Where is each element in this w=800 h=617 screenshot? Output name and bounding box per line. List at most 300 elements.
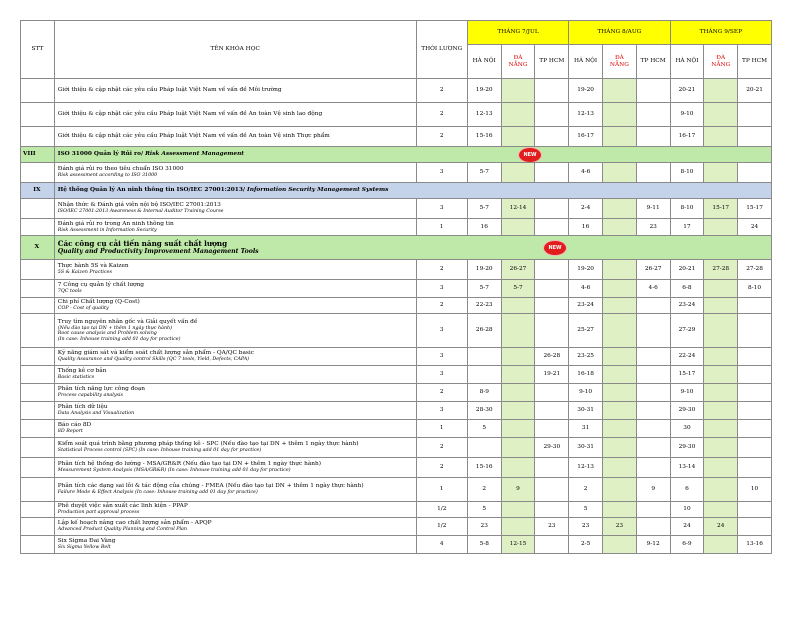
course-name-vi: Giới thiệu & cập nhật các yêu cầu Pháp luật Việt Nam về vấn đề An toàn Vệ sinh Thực phẩm: [57, 133, 330, 140]
schedule-cell-hanoi: 8-10: [670, 163, 704, 183]
course-row: [21, 314, 772, 348]
course-name: [54, 518, 416, 536]
schedule-cell-hanoi: 23: [569, 518, 603, 536]
row-number: [21, 366, 55, 384]
schedule-cell-hcm: [535, 199, 569, 219]
schedule-cell-danang: [704, 127, 738, 147]
schedule-cell-hanoi: 31: [569, 420, 603, 438]
course-name: [54, 402, 416, 420]
schedule-cell-hcm: 23: [636, 219, 670, 236]
schedule-cell-hanoi: 22-23: [467, 298, 501, 314]
course-name-vi: Thống kê cơ bản: [57, 368, 107, 375]
schedule-cell-hanoi: 23-24: [569, 298, 603, 314]
schedule-cell-danang: [603, 420, 637, 438]
schedule-cell-danang: [704, 314, 738, 348]
course-name-en: Data Analysis and Visualization: [57, 411, 135, 417]
row-number: [21, 402, 55, 420]
course-row: [21, 438, 772, 458]
schedule-cell-hanoi: 16: [569, 219, 603, 236]
schedule-cell-hanoi: 10: [670, 502, 704, 518]
course-row: [21, 384, 772, 402]
schedule-cell-danang: [501, 103, 535, 127]
schedule-cell-hanoi: 5-7: [467, 199, 501, 219]
schedule-cell-danang: [603, 79, 637, 103]
schedule-cell-danang: [501, 438, 535, 458]
course-duration: 2: [416, 298, 467, 314]
month-header-sep: THÁNG 9/SEP: [670, 21, 771, 45]
course-name: [54, 103, 416, 127]
course-row: [21, 502, 772, 518]
schedule-cell-hanoi: 23-25: [569, 348, 603, 366]
course-duration: 2: [416, 438, 467, 458]
schedule-cell-danang: [704, 280, 738, 298]
course-name-en: Process capability analysis: [57, 393, 123, 399]
schedule-cell-danang: [603, 458, 637, 478]
course-duration: 3: [416, 199, 467, 219]
schedule-cell-danang: 5-7: [501, 280, 535, 298]
course-name-vi: Phân tích các dạng sai lỗi & tác động của chúng - FMEA (Nếu đào tạo tại DN + thêm 1 ngày thực hành): [57, 483, 364, 490]
schedule-cell-danang: [603, 127, 637, 147]
schedule-cell-hcm: [535, 314, 569, 348]
section-title-en: Information Security Management Systems: [247, 187, 389, 194]
schedule-cell-hanoi: 19-20: [467, 260, 501, 280]
course-row: [21, 103, 772, 127]
schedule-cell-danang: [603, 260, 637, 280]
schedule-cell-hcm: 23: [535, 518, 569, 536]
schedule-cell-danang: [501, 384, 535, 402]
schedule-cell-hanoi: [467, 348, 501, 366]
row-number: [21, 163, 55, 183]
schedule-cell-hanoi: 30-31: [569, 438, 603, 458]
schedule-cell-danang: [501, 402, 535, 420]
schedule-cell-hanoi: 20-21: [670, 79, 704, 103]
section-title-vi: Các công cụ cải tiến năng suất chất lượng: [57, 238, 228, 248]
schedule-cell-hanoi: 23: [467, 518, 501, 536]
schedule-cell-danang: [704, 219, 738, 236]
schedule-cell-hcm: [535, 420, 569, 438]
schedule-cell-hcm: 9-11: [636, 199, 670, 219]
schedule-cell-hanoi: 17: [670, 219, 704, 236]
schedule-cell-danang: [603, 478, 637, 502]
schedule-cell-hanoi: 24: [670, 518, 704, 536]
row-number: [21, 420, 55, 438]
course-row: [21, 348, 772, 366]
course-name-en: Advanced Product Quality Planning and Control Plan: [57, 527, 188, 533]
course-duration: 1/2: [416, 518, 467, 536]
schedule-cell-hanoi: 8-10: [670, 199, 704, 219]
section-title-vi: Hệ thống Quản lý An ninh thông tin ISO/IEC 27001:2013/: [57, 187, 248, 194]
course-name-vi: Six Sigma Đai Vàng: [57, 538, 116, 545]
section-title: [54, 236, 771, 260]
course-name: [54, 280, 416, 298]
schedule-cell-hanoi: 12-13: [569, 103, 603, 127]
city-hanoi-header: HÀ NỘI: [467, 45, 501, 79]
course-duration: 1: [416, 219, 467, 236]
schedule-cell-hcm: [636, 402, 670, 420]
schedule-cell-danang: [603, 438, 637, 458]
course-name: [54, 420, 416, 438]
course-name: [54, 219, 416, 236]
schedule-cell-danang: [501, 298, 535, 314]
schedule-cell-hanoi: 5: [569, 502, 603, 518]
section-number: IX: [21, 183, 55, 199]
schedule-cell-hanoi: 2: [467, 478, 501, 502]
course-name: [54, 348, 416, 366]
schedule-cell-hcm: [738, 298, 772, 314]
city-hcm-header: TP HCM: [636, 45, 670, 79]
course-duration: 2: [416, 458, 467, 478]
schedule-cell-hanoi: 12-13: [569, 458, 603, 478]
course-name: [54, 314, 416, 348]
schedule-cell-hcm: [738, 458, 772, 478]
schedule-cell-hcm: [636, 298, 670, 314]
course-name-en: Failure Mode & Effect Analysis (In case: Inhouse training add 01 day for practice): [57, 490, 258, 496]
course-note-vi: (Nếu đào tạo tại DN + thêm 1 ngày thực hành): [57, 325, 172, 331]
section-title-en: Risk Assessment Management: [145, 151, 244, 158]
schedule-cell-hanoi: 6: [670, 478, 704, 502]
course-name: [54, 199, 416, 219]
course-duration: 3: [416, 163, 467, 183]
schedule-cell-hcm: [738, 502, 772, 518]
schedule-cell-hcm: [535, 402, 569, 420]
course-name: [54, 478, 416, 502]
schedule-cell-hanoi: 5-7: [467, 163, 501, 183]
schedule-cell-hanoi: 5-8: [467, 536, 501, 554]
schedule-cell-hanoi: 2-4: [569, 199, 603, 219]
schedule-cell-danang: [704, 79, 738, 103]
course-duration: 3: [416, 366, 467, 384]
course-name-en: Risk assessment according to ISO 31000: [57, 173, 158, 179]
schedule-cell-danang: [501, 127, 535, 147]
schedule-cell-hcm: 26-28: [535, 348, 569, 366]
schedule-cell-hcm: 9-12: [636, 536, 670, 554]
course-name: [54, 438, 416, 458]
schedule-cell-hanoi: 2: [569, 478, 603, 502]
schedule-cell-hcm: [636, 458, 670, 478]
row-number: [21, 219, 55, 236]
course-name-vi: Phân tích năng lực công đoạn: [57, 386, 146, 393]
schedule-cell-hcm: [738, 402, 772, 420]
schedule-cell-hanoi: 20-21: [670, 260, 704, 280]
course-name: [54, 127, 416, 147]
course-duration: 2: [416, 260, 467, 280]
schedule-cell-danang: [603, 219, 637, 236]
schedule-cell-hanoi: [467, 366, 501, 384]
row-number: [21, 280, 55, 298]
schedule-cell-hanoi: 15-16: [467, 127, 501, 147]
schedule-cell-hanoi: 26-28: [467, 314, 501, 348]
schedule-cell-danang: [603, 402, 637, 420]
schedule-cell-hanoi: 29-30: [670, 438, 704, 458]
course-name-vi: Phân tích dữ liệu: [57, 404, 108, 411]
course-row: [21, 79, 772, 103]
schedule-cell-hcm: [535, 103, 569, 127]
course-duration: 2: [416, 384, 467, 402]
schedule-cell-hcm: [738, 438, 772, 458]
course-duration: 4: [416, 536, 467, 554]
schedule-cell-hanoi: 16-17: [569, 127, 603, 147]
schedule-cell-hcm: [738, 366, 772, 384]
course-name-vi: Phê duyệt việc sản xuất các linh kiện - PPAP: [57, 503, 188, 510]
schedule-cell-hanoi: 4-6: [569, 163, 603, 183]
schedule-cell-danang: [501, 163, 535, 183]
schedule-cell-hcm: [535, 502, 569, 518]
schedule-cell-danang: [501, 458, 535, 478]
schedule-cell-hcm: [636, 79, 670, 103]
course-duration: 3: [416, 348, 467, 366]
schedule-cell-danang: 24: [704, 518, 738, 536]
course-duration: 3: [416, 402, 467, 420]
schedule-cell-hcm: [535, 163, 569, 183]
schedule-cell-hcm: [738, 103, 772, 127]
course-name-vi: Kiểm soát quá trình bằng phương pháp thống kê - SPC (Nếu đào tạo tại DN + thêm 1 ngày thực hành): [57, 441, 359, 448]
course-name-vi: Phân tích hệ thống đo lường - MSA/GR&R (Nếu đào tạo tại DN + thêm 1 ngày thực hành): [57, 461, 321, 468]
row-number: [21, 314, 55, 348]
schedule-cell-hcm: [535, 536, 569, 554]
schedule-cell-hcm: [738, 163, 772, 183]
schedule-cell-danang: [501, 420, 535, 438]
schedule-cell-hanoi: 8-9: [467, 384, 501, 402]
schedule-cell-hcm: [738, 420, 772, 438]
course-name-vi: Báo cáo 8D: [57, 422, 92, 429]
schedule-cell-hcm: [738, 518, 772, 536]
section-title-en: Quality and Productivity Improvement Management Tools: [57, 248, 259, 256]
course-row: [21, 280, 772, 298]
schedule-cell-hcm: [535, 260, 569, 280]
schedule-cell-danang: 26-27: [501, 260, 535, 280]
course-row: [21, 478, 772, 502]
schedule-cell-danang: [603, 314, 637, 348]
schedule-cell-hcm: [738, 348, 772, 366]
schedule-cell-danang: [603, 536, 637, 554]
schedule-cell-hcm: [636, 502, 670, 518]
course-row: [21, 402, 772, 420]
schedule-cell-hcm: [535, 384, 569, 402]
course-name-vi: Chi phí Chất lượng (Q-Cost): [57, 299, 140, 306]
schedule-cell-danang: [501, 348, 535, 366]
schedule-cell-hanoi: 19-20: [467, 79, 501, 103]
schedule-cell-danang: [704, 163, 738, 183]
schedule-cell-hanoi: 6-9: [670, 536, 704, 554]
schedule-cell-hcm: 4-6: [636, 280, 670, 298]
course-name-en: 7QC tools: [57, 289, 82, 295]
schedule-cell-danang: [704, 348, 738, 366]
city-danang-header: ĐÀ NẴNG: [704, 45, 738, 79]
schedule-cell-danang: [704, 478, 738, 502]
schedule-cell-danang: [704, 402, 738, 420]
training-schedule-table: [20, 20, 772, 554]
schedule-cell-hanoi: 19-20: [569, 260, 603, 280]
course-row: [21, 458, 772, 478]
schedule-cell-hcm: [636, 420, 670, 438]
schedule-cell-hcm: [535, 458, 569, 478]
schedule-cell-danang: [603, 199, 637, 219]
row-number: [21, 79, 55, 103]
schedule-cell-hanoi: 29-30: [670, 402, 704, 420]
schedule-cell-danang: 12-15: [501, 536, 535, 554]
schedule-body: [21, 79, 772, 554]
schedule-cell-hcm: [636, 163, 670, 183]
schedule-cell-hcm: 27-28: [738, 260, 772, 280]
month-header-jul: THÁNG 7/JUL: [467, 21, 568, 45]
schedule-cell-danang: [603, 103, 637, 127]
course-name-en: 5S & Kaizen Practices: [57, 270, 112, 276]
course-name: [54, 163, 416, 183]
course-row: [21, 127, 772, 147]
section-title: [54, 147, 771, 163]
schedule-cell-danang: 27-28: [704, 260, 738, 280]
course-name-vi: Giới thiệu & cập nhật các yêu cầu Pháp luật Việt Nam về vấn đề Môi trường: [57, 87, 282, 94]
row-number: [21, 103, 55, 127]
city-danang-header: ĐÀ NẴNG: [501, 45, 535, 79]
schedule-cell-danang: [603, 280, 637, 298]
course-name-en: 8D Report: [57, 429, 83, 435]
course-name-en: Risk Assessment in Information Security: [57, 227, 157, 233]
schedule-cell-hanoi: 5: [467, 420, 501, 438]
schedule-cell-danang: [704, 420, 738, 438]
section-row: [21, 183, 772, 199]
course-name-en: Six Sigma Yellow Belt: [57, 545, 111, 551]
course-name-header: TÊN KHÓA HỌC: [54, 21, 416, 79]
row-number: [21, 502, 55, 518]
course-name: [54, 384, 416, 402]
row-number: [21, 127, 55, 147]
course-name: [54, 536, 416, 554]
row-number: [21, 260, 55, 280]
new-badge-icon: NEW: [544, 241, 566, 255]
course-name-en: ISO/IEC 27001:2013 Awareness & Internal Auditor Training Course: [57, 209, 224, 215]
section-row: [21, 147, 772, 163]
row-number: [21, 199, 55, 219]
schedule-cell-hcm: 20-21: [738, 79, 772, 103]
row-number: [21, 348, 55, 366]
schedule-cell-danang: [501, 219, 535, 236]
schedule-cell-hcm: 24: [738, 219, 772, 236]
course-name-vi: Thực hành 5S và Kaizen: [57, 263, 129, 270]
schedule-cell-hcm: [738, 314, 772, 348]
schedule-cell-hcm: [535, 478, 569, 502]
course-name-vi: Truy tìm nguyên nhân gốc và Giải quyết vấn đề: [57, 318, 198, 325]
course-name-en: Measurement System Analysis (MSA/GR&R) (In case: Inhouse training add 01 day for practice): [57, 468, 291, 474]
schedule-cell-danang: [704, 438, 738, 458]
schedule-cell-hcm: [535, 280, 569, 298]
course-name-vi: Giới thiệu & cập nhật các yêu cầu Pháp luật Việt Nam về vấn đề An toàn Vệ sinh lao động: [57, 111, 323, 118]
schedule-cell-hanoi: 30-31: [569, 402, 603, 420]
course-name: [54, 79, 416, 103]
schedule-cell-danang: [603, 384, 637, 402]
course-duration: 3: [416, 314, 467, 348]
section-title: [54, 183, 771, 199]
duration-header: THỜI LƯỢNG: [416, 21, 467, 79]
course-name-en: Production part approval process: [57, 510, 140, 516]
schedule-cell-hcm: 29-30: [535, 438, 569, 458]
schedule-cell-hanoi: 16-18: [569, 366, 603, 384]
schedule-cell-danang: [603, 163, 637, 183]
course-name-vi: Đánh giá rủi ro theo tiêu chuẩn ISO 31000: [57, 166, 184, 173]
schedule-cell-danang: [704, 384, 738, 402]
schedule-cell-danang: [603, 366, 637, 384]
course-row: [21, 163, 772, 183]
schedule-cell-danang: 23: [603, 518, 637, 536]
schedule-cell-danang: 15-17: [704, 199, 738, 219]
schedule-cell-danang: [603, 502, 637, 518]
course-name: [54, 366, 416, 384]
schedule-cell-hcm: [738, 384, 772, 402]
schedule-cell-hanoi: 12-13: [467, 103, 501, 127]
schedule-cell-hanoi: 15-17: [670, 366, 704, 384]
course-duration: 2: [416, 103, 467, 127]
row-number: [21, 518, 55, 536]
schedule-cell-danang: [704, 298, 738, 314]
section-number: VIII: [21, 147, 55, 163]
course-name: [54, 260, 416, 280]
section-row: [21, 236, 772, 260]
section-number: X: [21, 236, 55, 260]
schedule-cell-hcm: [636, 384, 670, 402]
course-duration: 2: [416, 79, 467, 103]
schedule-cell-danang: [704, 502, 738, 518]
schedule-cell-danang: [704, 366, 738, 384]
schedule-cell-hanoi: 23-24: [670, 298, 704, 314]
schedule-cell-hcm: [636, 518, 670, 536]
city-hanoi-header: HÀ NỘI: [670, 45, 704, 79]
course-name: [54, 298, 416, 314]
schedule-cell-hanoi: 16-17: [670, 127, 704, 147]
schedule-cell-hanoi: 9-10: [670, 103, 704, 127]
schedule-cell-hanoi: [467, 438, 501, 458]
schedule-cell-hcm: [535, 79, 569, 103]
course-name-vi: Kỹ năng giám sát và kiểm soát chất lượng sản phẩm - QA/QC basic: [57, 350, 254, 357]
schedule-cell-hanoi: 15-16: [467, 458, 501, 478]
schedule-cell-hanoi: 27-29: [670, 314, 704, 348]
city-hcm-header: TP HCM: [535, 45, 569, 79]
schedule-cell-danang: [704, 103, 738, 127]
city-hanoi-header: HÀ NỘI: [569, 45, 603, 79]
schedule-cell-hcm: [636, 314, 670, 348]
course-name-en: Root cause analysis and Problem solving: [57, 331, 157, 337]
schedule-cell-danang: [501, 79, 535, 103]
schedule-cell-hcm: 19-21: [535, 366, 569, 384]
course-name-en: Quality Assurance and Quality control Skills (QC 7 tools, Yield, Defects, CAPA): [57, 357, 250, 363]
schedule-cell-hcm: [535, 298, 569, 314]
schedule-cell-danang: [501, 366, 535, 384]
schedule-cell-danang: [603, 298, 637, 314]
course-name: [54, 502, 416, 518]
schedule-cell-danang: [704, 536, 738, 554]
course-row: [21, 518, 772, 536]
schedule-cell-hanoi: 19-20: [569, 79, 603, 103]
schedule-cell-hanoi: 4-6: [569, 280, 603, 298]
schedule-cell-hanoi: 5: [467, 502, 501, 518]
schedule-cell-hcm: [636, 103, 670, 127]
schedule-cell-hanoi: 16: [467, 219, 501, 236]
schedule-cell-hanoi: 25-27: [569, 314, 603, 348]
city-danang-header: ĐÀ NẴNG: [603, 45, 637, 79]
course-name-en: Statistical Process control (SPC) (In case: Inhouse training add 01 day for practice): [57, 448, 262, 454]
schedule-cell-danang: 12-14: [501, 199, 535, 219]
schedule-cell-hcm: 13-16: [738, 536, 772, 554]
schedule-cell-danang: [603, 348, 637, 366]
schedule-cell-hanoi: 2-5: [569, 536, 603, 554]
course-name-vi: Nhận thức & Đánh giá viên nội bộ ISO/IEC 27001:2013: [57, 202, 221, 209]
course-row: [21, 366, 772, 384]
course-name-vi: Lập kế hoạch nâng cao chất lượng sản phẩm - APQP: [57, 520, 212, 527]
course-name-en: COP - Cost of quality: [57, 306, 109, 312]
section-title-vi: ISO 31000 Quản lý Rủi ro/: [57, 151, 146, 158]
schedule-cell-hcm: [636, 438, 670, 458]
course-note-en: (In case: Inhouse training add 01 day for practice): [57, 336, 181, 342]
schedule-cell-hcm: [636, 366, 670, 384]
